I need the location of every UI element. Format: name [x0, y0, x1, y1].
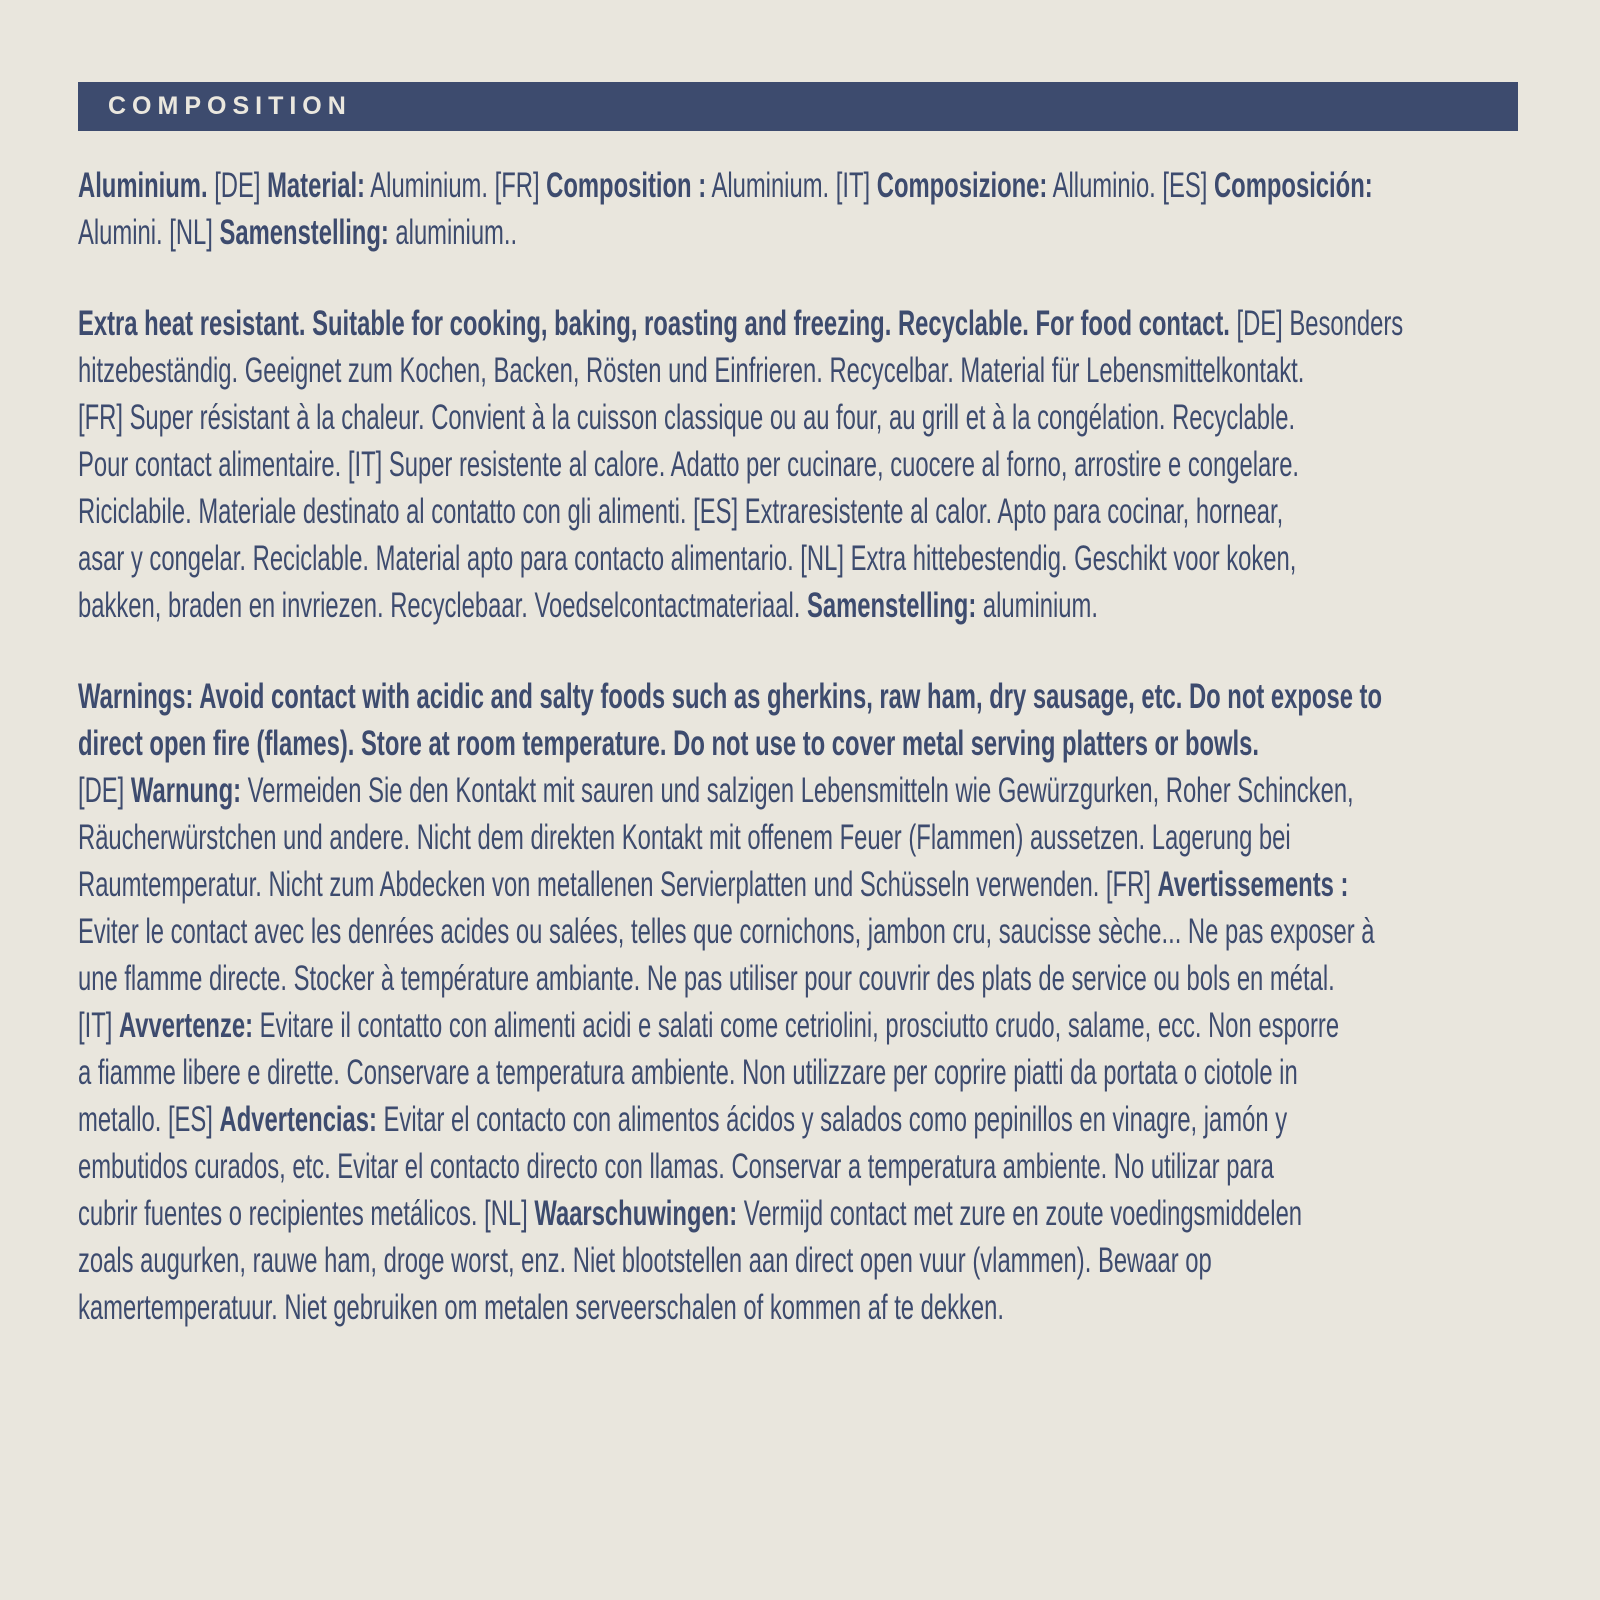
label-text-content	[78, 162, 1520, 1375]
text-line: direct open fire (flames). Store at room temperature. Do not use to cover metal serving platters or bowls.	[78, 724, 1260, 763]
text-line: kamertemperatuur. Niet gebruiken om metalen serveerschalen of kommen af te dekken.	[78, 1288, 1005, 1327]
text-line: Eviter le contact avec les denrées acides ou salées, telles que cornichons, jambon cru, saucisse sèche... Ne pas exposer à	[78, 912, 1375, 951]
text-line: Raumtemperatur. Nicht zum Abdecken von metallenen Servierplatten und Schüsseln verwenden. [FR] Avertissements :	[78, 865, 1349, 904]
composition-section-title: COMPOSITION	[108, 92, 352, 120]
text-line: Alumini. [NL] Samenstelling: aluminium..	[78, 213, 518, 252]
text-line: Warnings: Avoid contact with acidic and salty foods such as gherkins, raw ham, dry sausage, etc. Do not expose to	[78, 677, 1383, 716]
paragraph-properties	[78, 300, 1520, 629]
text-line: cubrir fuentes o recipientes metálicos. [NL] Waarschuwingen: Vermijd contact met zure en zoute voedingsmiddelen	[78, 1194, 1303, 1233]
text-line: [DE] Warnung: Vermeiden Sie den Kontakt mit sauren und salzigen Lebensmitteln wie Gewürzgurken, Roher Schincken,	[78, 771, 1354, 810]
text-line: Aluminium. [DE] Material: Aluminium. [FR] Composition : Aluminium. [IT] Composizione: Alluminio. [ES] Composición:	[78, 166, 1373, 205]
text-line: zoals augurken, rauwe ham, droge worst, enz. Niet blootstellen aan direct open vuur (vlammen). Bewaar op	[78, 1241, 1212, 1280]
text-line: Räucherwürstchen und andere. Nicht dem direkten Kontakt mit offenem Feuer (Flammen) aussetzen. Lagerung bei	[78, 818, 1291, 857]
text-line: une flamme directe. Stocker à température ambiante. Ne pas utiliser pour couvrir des plats de service ou bols en métal.	[78, 959, 1335, 998]
text-line: metallo. [ES] Advertencias: Evitar el contacto con alimentos ácidos y salados como pepinillos en vinagre, jamón y	[78, 1100, 1288, 1139]
text-line: Extra heat resistant. Suitable for cooking, baking, roasting and freezing. Recyclable. For food contact. [DE] Besonders	[78, 304, 1404, 343]
text-line: Pour contact alimentaire. [IT] Super resistente al calore. Adatto per cucinare, cuocere al forno, arrostire e congelare.	[78, 445, 1300, 484]
composition-section-header-bar	[78, 82, 1518, 131]
text-line: Riciclabile. Materiale destinato al contatto con gli alimenti. [ES] Extraresistente al calor. Apto para cocinar, hornear,	[78, 492, 1284, 531]
paragraph-composition	[78, 162, 1520, 256]
text-line: asar y congelar. Reciclable. Material apto para contacto alimentario. [NL] Extra hittebestendig. Geschikt voor koken,	[78, 539, 1297, 578]
text-line: hitzebeständig. Geeignet zum Kochen, Backen, Rösten und Einfrieren. Recycelbar. Material für Lebensmittelkontakt.	[78, 351, 1305, 390]
text-line: bakken, braden en invriezen. Recyclebaar. Voedselcontactmateriaal. Samenstelling: aluminium.	[78, 586, 1098, 625]
text-line: [IT] Avvertenze: Evitare il contatto con alimenti acidi e salati come cetriolini, prosciutto crudo, salame, ecc. Non esporre	[78, 1006, 1340, 1045]
paragraph-warnings	[78, 673, 1520, 1331]
text-line: [FR] Super résistant à la chaleur. Convient à la cuisson classique ou au four, au grill et à la congélation. Recyclable.	[78, 398, 1296, 437]
text-line: a fiamme libere e dirette. Conservare a temperatura ambiente. Non utilizzare per coprire piatti da portata o ciotole in	[78, 1053, 1298, 1092]
text-line: embutidos curados, etc. Evitar el contacto directo con llamas. Conservar a temperatura ambiente. No utilizar para	[78, 1147, 1274, 1186]
